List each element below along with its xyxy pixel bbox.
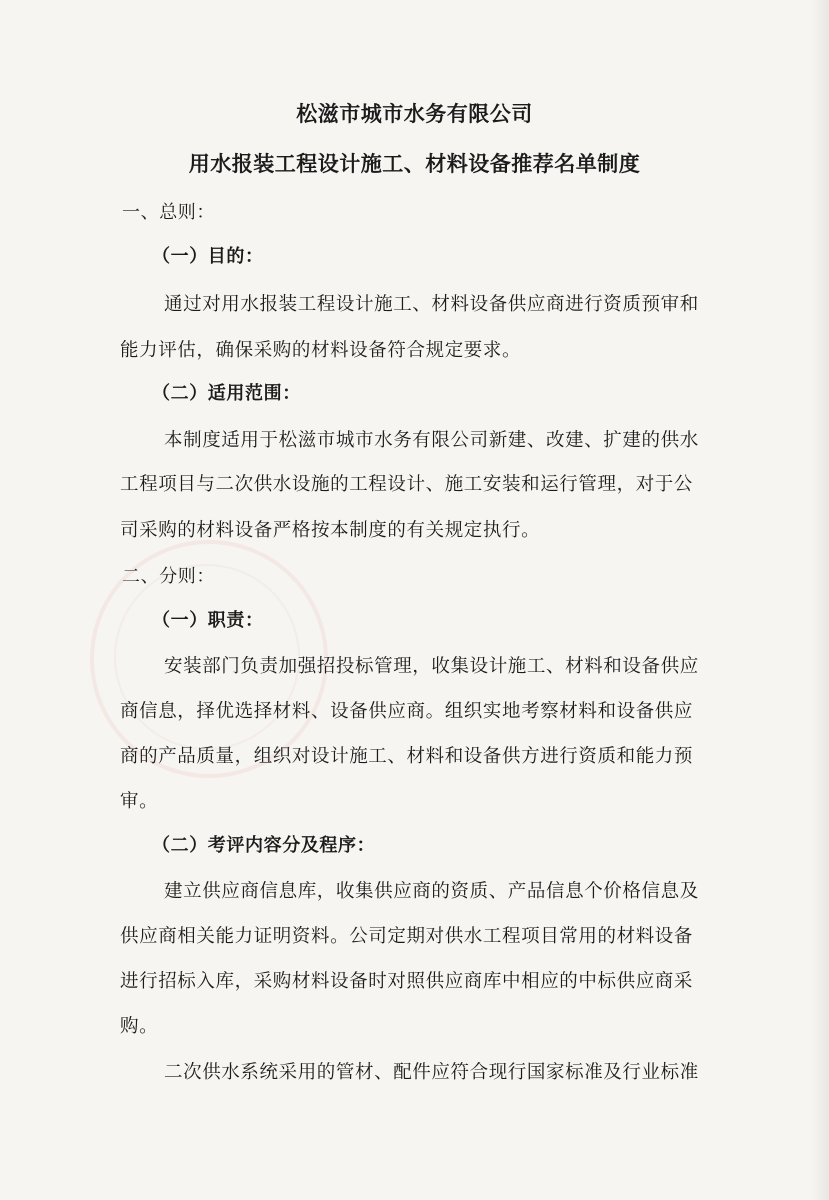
- section-heading-general: 一、总则：: [122, 202, 215, 223]
- paragraph-line: 进行招标入库，采购材料设备时对照供应商库中相应的中标供应商采: [120, 971, 694, 992]
- paragraph-line: 二次供水系统采用的管材、配件应符合现行国家标准及行业标准: [164, 1062, 699, 1083]
- paragraph-line: 购。: [120, 1016, 159, 1037]
- paragraph-line: 审。: [120, 791, 159, 812]
- paragraph-line: 通过对用水报装工程设计施工、材料设备供应商进行资质预审和: [164, 294, 699, 315]
- subheading-purpose: （一）目的：: [152, 246, 264, 267]
- paragraph-line: 能力评估，确保采购的材料设备符合规定要求。: [120, 340, 522, 361]
- subheading-evaluation: （二）考评内容分及程序：: [152, 835, 376, 856]
- paragraph-line: 本制度适用于松滋市城市水务有限公司新建、改建、扩建的供水: [164, 430, 699, 451]
- paragraph-line: 安装部门负责加强招投标管理，收集设计施工、材料和设备供应: [164, 656, 699, 677]
- subheading-scope: （二）适用范围：: [152, 383, 301, 404]
- paragraph-line: 司采购的材料设备严格按本制度的有关规定执行。: [120, 520, 541, 541]
- paragraph-line: 供应商相关能力证明资料。公司定期对供水工程项目常用的材料设备: [120, 926, 694, 947]
- paragraph-line: 建立供应商信息库，收集供应商的资质、产品信息个价格信息及: [164, 881, 699, 902]
- paragraph-line: 商的产品质量，组织对设计施工、材料和设备供方进行资质和能力预: [120, 746, 694, 767]
- document-title: 用水报装工程设计施工、材料设备推荐名单制度: [188, 152, 641, 176]
- paragraph-line: 商信息，择优选择材料、设备供应商。组织实地考察材料和设备供应: [120, 701, 694, 722]
- company-title: 松滋市城市水务有限公司: [296, 102, 533, 126]
- subheading-duties: （一）职责：: [152, 610, 264, 631]
- section-heading-details: 二、分则：: [122, 566, 215, 587]
- page-edge-shadow: [811, 0, 829, 1200]
- paragraph-line: 工程项目与二次供水设施的工程设计、施工安装和运行管理，对于公: [120, 474, 694, 495]
